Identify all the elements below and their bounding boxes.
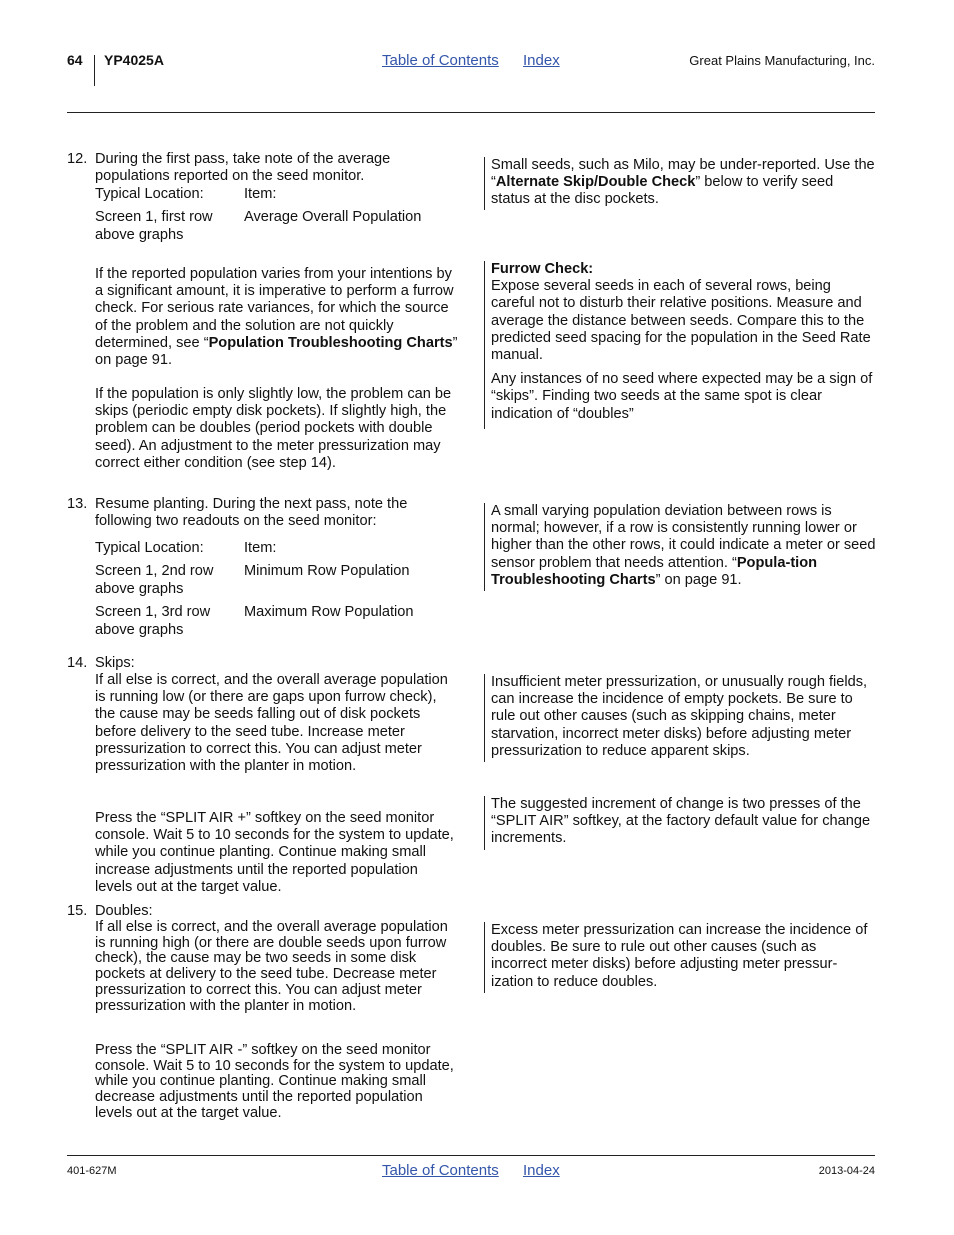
step-12-number: 12.	[67, 151, 88, 167]
col-item-label: Item:	[244, 540, 277, 556]
header-toc-link[interactable]: Table of Contents	[382, 52, 499, 69]
header-divider	[94, 55, 95, 86]
location-cell: Screen 1, 3rd row above graphs	[95, 604, 211, 638]
col-location-label: Typical Location:	[95, 186, 204, 202]
step-14-paragraph-2: Press the “SPLIT AIR +” softkey on the seed monitor console. Wait 5 to 10 seconds for the system to update, while you continue planting. Continue making small increase adjustments until the reported population levels out at the target value.	[95, 810, 454, 895]
step-13-table-header	[95, 540, 459, 558]
note-row-deviation: A small varying population deviation between rows is normal; however, if a row is consistently running lower or higher than the other rows, it could indicate a meter or seed sensor problem that needs attention. “Popula-tion Troubleshooting Charts” on page 91.	[484, 503, 876, 591]
furrow-check-text: Any instances of no seed where expected may be a sign of “skips”. Finding two seeds at the same spot is clear indication of “doubles”	[491, 371, 873, 422]
document-number: 401-627M	[67, 1165, 117, 1177]
cross-reference: Alternate Skip/Double Check	[495, 174, 696, 191]
item-cell: Average Overall Population	[244, 209, 422, 225]
step-13-table-row	[95, 604, 459, 640]
col-location-label: Typical Location:	[95, 540, 204, 556]
item-cell: Maximum Row Population	[244, 604, 414, 620]
step-15-number: 15.	[67, 903, 88, 919]
step-15-paragraph-2: Press the “SPLIT AIR -” softkey on the seed monitor console. Wait 5 to 10 seconds for the system to update, while you continue planting. Continue making small decrease adjustments until the reported population levels out at the target value.	[95, 1042, 454, 1121]
note-small-seeds: Small seeds, such as Milo, may be under-reported. Use the “Alternate Skip/Double Check” below to verify seed status at the disc pockets.	[484, 157, 876, 210]
note-excess-pressurization: Excess meter pressurization can increase the incidence of doubles. Be sure to rule out other causes (such as incorrect meter disks) before adjusting meter pressur-ization to reduce doubles.	[484, 922, 876, 993]
step-14-number: 14.	[67, 655, 88, 671]
publication-date: 2013-04-24	[818, 1165, 875, 1177]
step-15-paragraph-1: If all else is correct, and the overall average population is running high (or there are double seeds upon furrow check), the cause may be two seeds in some disk pockets at delivery to the seed tube. Decrease meter pressurization to correct this. You can adjust meter pressurization with the planter in motion.	[95, 919, 448, 1014]
step-13-intro: Resume planting. During the next pass, note the following two readouts on the seed monitor:	[95, 496, 408, 530]
footer-index-link[interactable]: Index	[523, 1162, 560, 1179]
item-cell: Minimum Row Population	[244, 563, 410, 579]
step-13-table-row	[95, 563, 459, 599]
step-15-title: Doubles:	[95, 903, 153, 919]
furrow-check-text: Expose several seeds in each of several rows, being careful not to disturb their relative positions. Measure and average the distance between seeds. Compare this to the predicted seed spacing for the population in the Seed Rate manual.	[491, 278, 871, 364]
step-12-table-row	[95, 209, 459, 245]
note-furrow-check	[484, 261, 876, 429]
note-increment: The suggested increment of change is two presses of the “SPLIT AIR” softkey, at the factory default value for change increments.	[484, 796, 876, 850]
header-index-link[interactable]: Index	[523, 52, 560, 69]
col-item-label: Item:	[244, 186, 277, 202]
step-12-paragraph-1: If the reported population varies from your intentions by a significant amount, it is imperative to perform a furrow check. For serious rate variances, for which the source of the problem and the solution are not quickly determined, see “Population Troubleshooting Charts” on page 91.	[95, 266, 458, 369]
footer-rule	[67, 1155, 875, 1156]
header-rule	[67, 112, 875, 113]
company-name: Great Plains Manufacturing, Inc.	[689, 53, 875, 68]
step-12-intro: During the first pass, take note of the average populations reported on the seed monitor.	[95, 151, 391, 185]
cross-reference: Popula-tion Troubleshooting Charts	[491, 554, 818, 588]
furrow-check-heading: Furrow Check:	[491, 261, 594, 277]
model-number: YP4025A	[104, 52, 164, 68]
step-14-paragraph-1: If all else is correct, and the overall average population is running low (or there are gaps upon furrow check), the cause may be seeds falling out of disk pockets before delivery to the seed tube. Increase meter pressurization to correct this. You can adjust meter pressurization with the planter in motion.	[95, 672, 448, 775]
note-insufficient-pressurization: Insufficient meter pressurization, or unusually rough fields, can increase the incidence of empty pockets. Be sure to rule out other causes (such as skipping chains, meter starvation, incorrect meter disks) before adjusting meter pressurization to reduce apparent skips.	[484, 674, 876, 762]
location-cell: Screen 1, 2nd row above graphs	[95, 563, 214, 597]
step-12-table-header	[95, 186, 459, 204]
step-12-paragraph-2: If the population is only slightly low, the problem can be skips (periodic empty disk pockets). If slightly high, the problem can be doubles (period pockets with double seed). An adjustment to the meter pressurization may correct either condition (see step 14).	[95, 386, 452, 471]
step-13-number: 13.	[67, 496, 88, 512]
footer-toc-link[interactable]: Table of Contents	[382, 1162, 499, 1179]
page-number: 64	[67, 52, 83, 68]
step-14-title: Skips:	[95, 655, 135, 671]
cross-reference: Population Troubleshooting Charts	[208, 334, 453, 351]
location-cell: Screen 1, first row above graphs	[95, 209, 213, 243]
